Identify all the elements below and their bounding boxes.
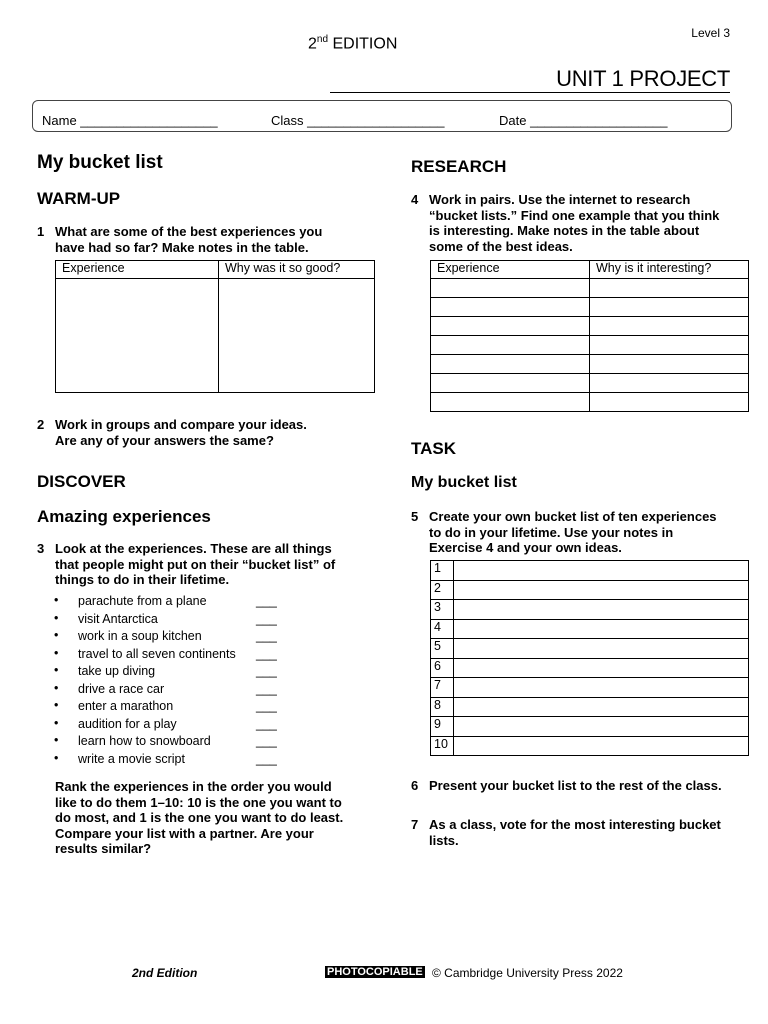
research-heading: RESEARCH	[411, 157, 507, 176]
bullet-icon: •	[54, 680, 59, 695]
table-header: Experience	[56, 261, 219, 279]
bullet-icon: •	[54, 698, 59, 712]
table-cell[interactable]	[590, 374, 749, 393]
level-label: Level 3	[691, 26, 730, 40]
footer-edition: 2nd Edition	[132, 966, 198, 980]
table-cell[interactable]	[431, 317, 590, 336]
row-number: 8	[431, 697, 454, 717]
rank-blank[interactable]: ___	[256, 734, 277, 748]
bullet-icon: •	[54, 733, 59, 747]
discover-heading: DISCOVER	[37, 472, 126, 491]
question-line: to do in your lifetime. Use your notes in	[429, 524, 674, 540]
row-number: 10	[431, 736, 454, 756]
experience-list	[54, 594, 294, 769]
instruction-line: Compare your list with a partner. Are your	[55, 825, 314, 841]
rank-blank[interactable]: ___	[256, 751, 277, 766]
rank-instructions	[55, 779, 385, 857]
rank-blank[interactable]: ___	[256, 716, 277, 731]
question-number: 5	[411, 509, 419, 524]
rank-blank[interactable]: ___	[256, 664, 277, 678]
table-cell[interactable]	[590, 298, 749, 317]
question-6	[411, 778, 761, 794]
table-cell[interactable]	[590, 355, 749, 374]
bullet-icon: •	[54, 663, 59, 677]
table-header: Experience	[431, 261, 590, 279]
table-header: Why was it so good?	[219, 261, 375, 279]
question-3	[37, 541, 382, 589]
row-number: 6	[431, 658, 454, 678]
question-line: Are any of your answers the same?	[55, 432, 274, 448]
table-cell[interactable]	[431, 279, 590, 298]
list-item: • visit Antarctica ___	[54, 610, 277, 626]
class-field[interactable]: Class ___________________	[271, 113, 445, 128]
list-entry[interactable]	[454, 580, 749, 600]
rank-blank[interactable]: ___	[256, 681, 277, 696]
edition-text: EDITION	[332, 35, 398, 53]
table-cell[interactable]	[431, 374, 590, 393]
unit-title: UNIT 1 PROJECT	[556, 66, 730, 91]
list-item: • parachute from a plane ___	[54, 593, 277, 608]
bullet-icon: •	[54, 593, 59, 607]
list-item: • enter a marathon ___	[54, 698, 277, 713]
title-rule	[330, 92, 730, 93]
edition-suffix: nd	[316, 34, 329, 45]
question-number: 1	[37, 224, 45, 239]
row-number: 3	[431, 600, 454, 620]
question-line: As a class, vote for the most interesting bucket	[429, 817, 721, 832]
question-line: things to do in their lifetime.	[55, 572, 230, 587]
list-item: • work in a soup kitchen ___	[54, 628, 277, 643]
question-1	[37, 224, 377, 256]
row-number: 5	[431, 639, 454, 659]
question-line: “bucket lists.” Find one example that you think	[429, 207, 720, 223]
name-field[interactable]: Name ___________________	[42, 113, 218, 128]
student-info-bar	[32, 100, 732, 132]
rank-blank[interactable]: ___	[256, 699, 277, 713]
table-cell[interactable]	[56, 279, 219, 393]
question-line: have had so far? Make notes in the table.	[55, 239, 309, 255]
list-entry[interactable]	[454, 697, 749, 717]
question-line: lists.	[429, 832, 459, 848]
table-cell[interactable]	[590, 336, 749, 355]
list-item: • learn how to snowboard ___	[54, 733, 277, 748]
question-line: Work in groups and compare your ideas.	[55, 417, 307, 432]
date-field[interactable]: Date ___________________	[499, 113, 668, 128]
question-line: that people might put on their “bucket list” of	[55, 556, 336, 572]
list-item: • write a movie script ___	[54, 750, 277, 766]
question-2	[37, 417, 377, 449]
list-entry[interactable]	[454, 678, 749, 698]
list-item: • take up diving ___	[54, 663, 277, 678]
list-item: • audition for a play ___	[54, 715, 277, 731]
rank-blank[interactable]: ___	[256, 611, 277, 626]
question-line: Create your own bucket list of ten experiences	[429, 509, 717, 524]
list-entry[interactable]	[454, 639, 749, 659]
question-line: What are some of the best experiences you	[55, 224, 323, 239]
rank-blank[interactable]: ___	[256, 629, 277, 643]
copyright-text: © Cambridge University Press 2022	[432, 966, 623, 980]
row-number: 4	[431, 619, 454, 639]
bucket-list-table	[430, 560, 749, 756]
question-4	[411, 192, 756, 256]
list-entry[interactable]	[454, 717, 749, 737]
question-number: 7	[411, 817, 419, 832]
edition-heading	[308, 34, 397, 53]
question-number: 2	[37, 417, 45, 432]
row-number: 2	[431, 580, 454, 600]
question-number: 3	[37, 541, 45, 556]
table-cell[interactable]	[590, 393, 749, 412]
rank-blank[interactable]: ___	[256, 594, 277, 608]
bullet-icon: •	[54, 628, 59, 642]
question-line: Work in pairs. Use the internet to research	[429, 192, 691, 207]
question-number: 4	[411, 192, 419, 207]
table-cell[interactable]	[431, 393, 590, 412]
rank-blank[interactable]: ___	[256, 646, 277, 661]
list-entry[interactable]	[454, 658, 749, 678]
row-number: 7	[431, 678, 454, 698]
table-cell[interactable]	[219, 279, 375, 393]
table-cell[interactable]	[590, 279, 749, 298]
instruction-line: like to do them 1–10: 10 is the one you want to	[55, 794, 342, 810]
list-entry[interactable]	[454, 600, 749, 620]
table-cell[interactable]	[431, 336, 590, 355]
list-entry[interactable]	[454, 736, 749, 756]
edition-number: 2	[308, 35, 317, 53]
amazing-heading: Amazing experiences	[37, 507, 211, 526]
question-line: is interesting. Make notes in the table about	[429, 223, 700, 238]
list-item: • drive a race car ___	[54, 680, 277, 696]
bullet-icon: •	[54, 610, 59, 625]
photocopiable-badge: PHOTOCOPIABLE	[327, 966, 423, 978]
list-item: • travel to all seven continents ___	[54, 645, 277, 661]
question-line: some of the best ideas.	[429, 238, 573, 254]
question-line: Exercise 4 and your own ideas.	[429, 540, 622, 555]
task-heading: TASK	[411, 439, 457, 458]
instruction-line: do most, and 1 is the one you want to do least.	[55, 810, 344, 825]
bullet-icon: •	[54, 715, 59, 730]
instruction-line: results similar?	[55, 841, 152, 856]
bullet-icon: •	[54, 645, 59, 660]
question-line: Present your bucket list to the rest of the class.	[429, 778, 722, 793]
question-7	[411, 817, 756, 849]
table-cell[interactable]	[431, 298, 590, 317]
list-entry[interactable]	[454, 561, 749, 581]
list-entry[interactable]	[454, 619, 749, 639]
instruction-line: Rank the experiences in the order you would	[55, 779, 332, 794]
table-cell[interactable]	[431, 355, 590, 374]
row-number: 1	[431, 561, 454, 581]
warmup-heading: WARM-UP	[37, 189, 121, 208]
table-cell[interactable]	[590, 317, 749, 336]
page-title: My bucket list	[37, 152, 163, 173]
question-number: 6	[411, 778, 419, 793]
question-line: Look at the experiences. These are all things	[55, 541, 332, 556]
bullet-icon: •	[54, 750, 59, 765]
research-table	[430, 260, 749, 412]
question-5	[411, 509, 756, 557]
experience-table	[55, 260, 375, 393]
row-number: 9	[431, 717, 454, 737]
task-subheading: My bucket list	[411, 474, 517, 491]
table-header: Why is it interesting?	[590, 261, 749, 279]
